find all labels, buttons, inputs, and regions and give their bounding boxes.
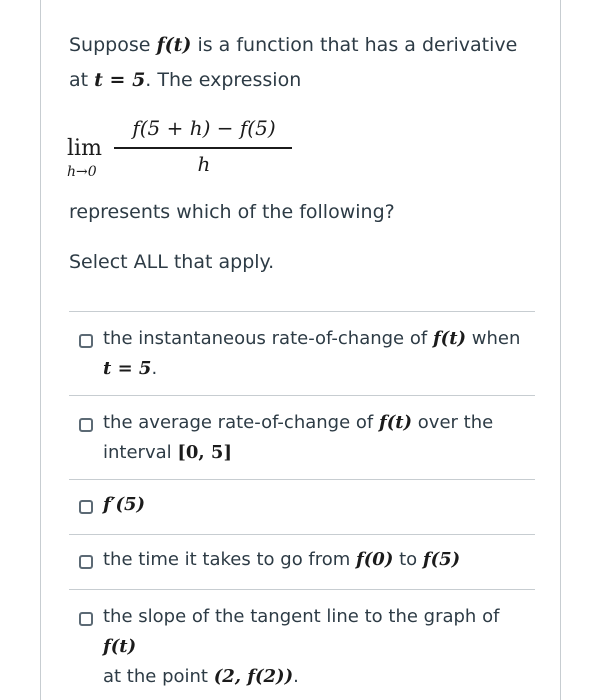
question-text: is a function that has a derivative [191, 34, 518, 56]
answer-option[interactable] [69, 395, 535, 479]
option-label: the time it takes to go from f(0) to f(5) [103, 549, 461, 570]
question-line-2 [69, 68, 301, 92]
fraction-numerator: f(5 + h) − f(5) [132, 116, 276, 140]
answer-option[interactable] [69, 311, 535, 395]
checkbox[interactable] [79, 500, 93, 514]
math-ft: f(t) [156, 34, 192, 56]
limit-word: lim [67, 136, 102, 161]
option-label: f′(5) [103, 494, 146, 515]
question-line-1 [69, 33, 517, 57]
checkbox[interactable] [79, 612, 93, 626]
checkbox[interactable] [79, 555, 93, 569]
question-text: Suppose [69, 34, 157, 56]
limit-subscript: h→0 [67, 164, 97, 180]
math-t-equals-5: t = 5 [94, 69, 146, 91]
select-all-instruction: Select ALL that apply. [69, 251, 275, 273]
question-text: . The expression [145, 69, 302, 91]
option-label: the average rate-of-change of f(t) over the interval [0, 5] [103, 412, 494, 463]
question-represents: represents which of the following? [69, 201, 395, 223]
question-text: at [69, 69, 95, 91]
option-label: the instantaneous rate-of-change of f(t) when t = 5. [103, 328, 521, 379]
fraction-bar [114, 147, 292, 149]
checkbox[interactable] [79, 418, 93, 432]
fraction-denominator: h [197, 152, 211, 176]
answer-option[interactable] [69, 479, 535, 534]
checkbox[interactable] [79, 334, 93, 348]
answer-option[interactable] [69, 589, 535, 687]
answer-option[interactable] [69, 534, 535, 589]
answer-options [69, 311, 535, 687]
option-label: the slope of the tangent line to the graph of f(t) at the point (2, f(2)). [103, 606, 500, 687]
limit-expression [67, 116, 307, 186]
